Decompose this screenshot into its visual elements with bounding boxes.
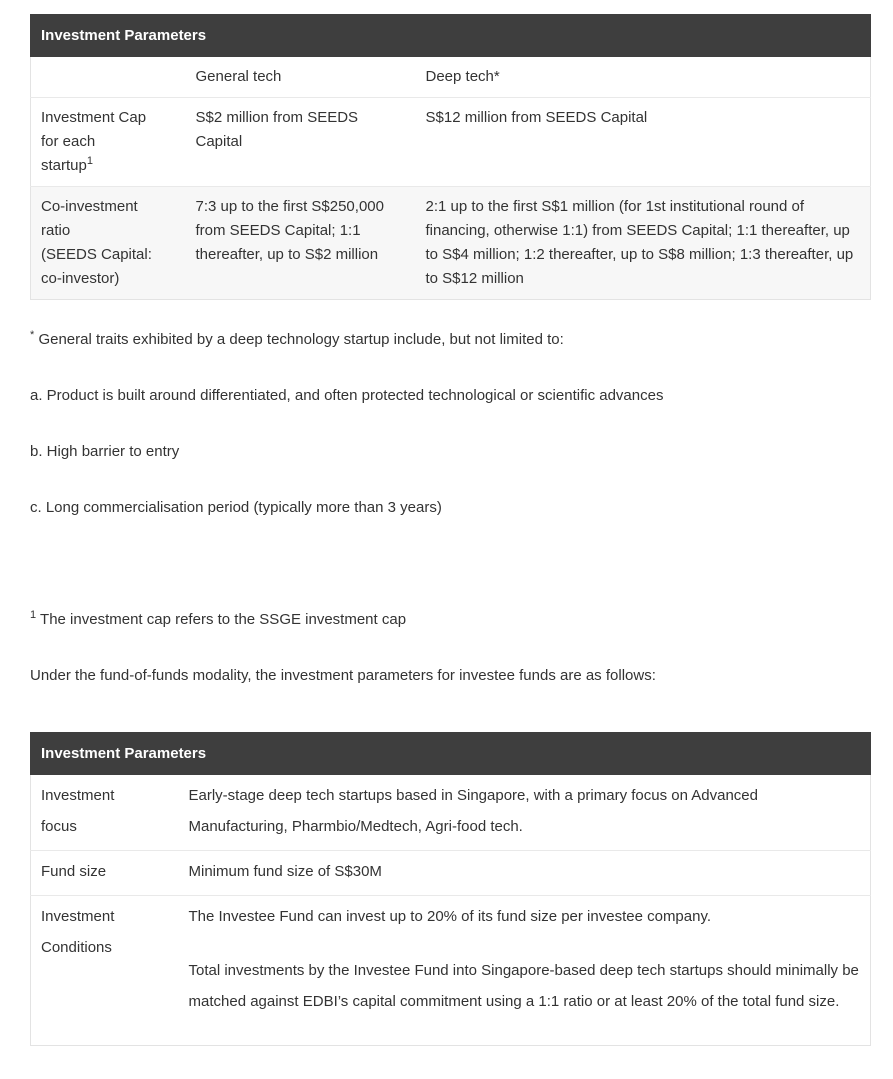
table1-column-header-row <box>31 57 871 98</box>
cell-investment-cap-deep: S$12 million from SEEDS Capital <box>416 98 871 187</box>
investment-cap-footnote-text: The investment cap refers to the SSGE investment cap <box>40 611 407 628</box>
table-row-fund-size <box>31 851 871 896</box>
row-label-investment-focus <box>31 775 179 851</box>
table-row-co-investment-ratio <box>31 187 871 300</box>
cell-investment-conditions-value <box>179 896 871 1046</box>
trait-item-b: b. High barrier to entry <box>30 443 180 460</box>
cell-investment-focus-value: Early-stage deep tech startups based in Singapore, with a primary focus on Advanced Manufacturing, Pharmbio/Medtech, Agri-food tech. <box>188 787 758 835</box>
footnote-marker: 1 <box>86 155 93 167</box>
table-row-investment-cap <box>31 98 871 187</box>
footnote-1-marker: 1 <box>30 609 37 621</box>
deep-tech-footnote-text: General traits exhibited by a deep technology startup include, but not limited to: <box>38 331 564 348</box>
deep-tech-footnote <box>30 328 871 352</box>
investment-parameters-table-funds <box>30 732 871 1046</box>
table1 <box>30 57 871 300</box>
label-line: Fund size <box>41 863 107 880</box>
label-line: Investment Cap <box>41 109 147 126</box>
row-label-fund-size <box>31 851 179 896</box>
label-line: Co-investment <box>41 198 138 215</box>
conditions-paragraph-1: The Investee Fund can invest up to 20% of its fund size per investee company. <box>188 908 712 925</box>
table2 <box>30 775 871 1046</box>
label-line: Investment <box>41 908 115 925</box>
fund-of-funds-intro: Under the fund-of-funds modality, the investment parameters for investee funds are as follows: <box>30 667 656 684</box>
table1-colhead-empty <box>31 57 186 98</box>
cell-co-investment-general: 7:3 up to the first S$250,000 from SEEDS Capital; 1:1 thereafter, up to S$2 million <box>186 187 416 300</box>
label-line: (SEEDS Capital: <box>41 246 152 263</box>
investment-parameters-table-startups <box>30 14 871 300</box>
label-line: for each <box>41 133 96 150</box>
investment-cap-footnote <box>30 608 871 632</box>
conditions-paragraph-2: Total investments by the Investee Fund into Singapore-based deep tech startups should minimally be matched against EDBI’s capital commitment using a 1:1 ratio or at least 20% of the total fund size. <box>188 962 859 1010</box>
row-label-investment-cap <box>31 98 186 187</box>
cell-co-investment-deep: 2:1 up to the first S$1 million (for 1st institutional round of financing, otherwise 1:1) from SEEDS Capital; 1:1 thereafter, up to S$4 million; 1:2 thereafter, up to S$8 million; 1:3 thereafter, up to S$12 million <box>416 187 871 300</box>
table1-title-bar: Investment Parameters <box>30 14 871 57</box>
label-line: co-investor) <box>41 270 120 287</box>
table2-title-bar: Investment Parameters <box>30 732 871 775</box>
cell-investment-cap-general: S$2 million from SEEDS Capital <box>186 98 416 187</box>
cell-fund-size-value: Minimum fund size of S$30M <box>179 851 871 896</box>
label-line: focus <box>41 818 77 835</box>
trait-item-c: c. Long commercialisation period (typically more than 3 years) <box>30 499 442 516</box>
asterisk-marker: * <box>30 329 35 341</box>
label-line: Investment <box>41 787 115 804</box>
row-label-investment-conditions <box>31 896 179 1046</box>
spacer <box>30 552 871 576</box>
table-row-investment-conditions <box>31 896 871 1046</box>
label-line: startup <box>41 157 87 174</box>
table-row-investment-focus <box>31 775 871 851</box>
table1-colhead-general-tech: General tech <box>195 68 282 85</box>
table1-colhead-deep-tech: Deep tech* <box>425 68 500 85</box>
row-label-co-investment-ratio <box>31 187 186 300</box>
label-line: Conditions <box>41 939 112 956</box>
trait-item-a: a. Product is built around differentiated, and often protected technological or scientific advances <box>30 387 664 404</box>
label-line: ratio <box>41 222 71 239</box>
